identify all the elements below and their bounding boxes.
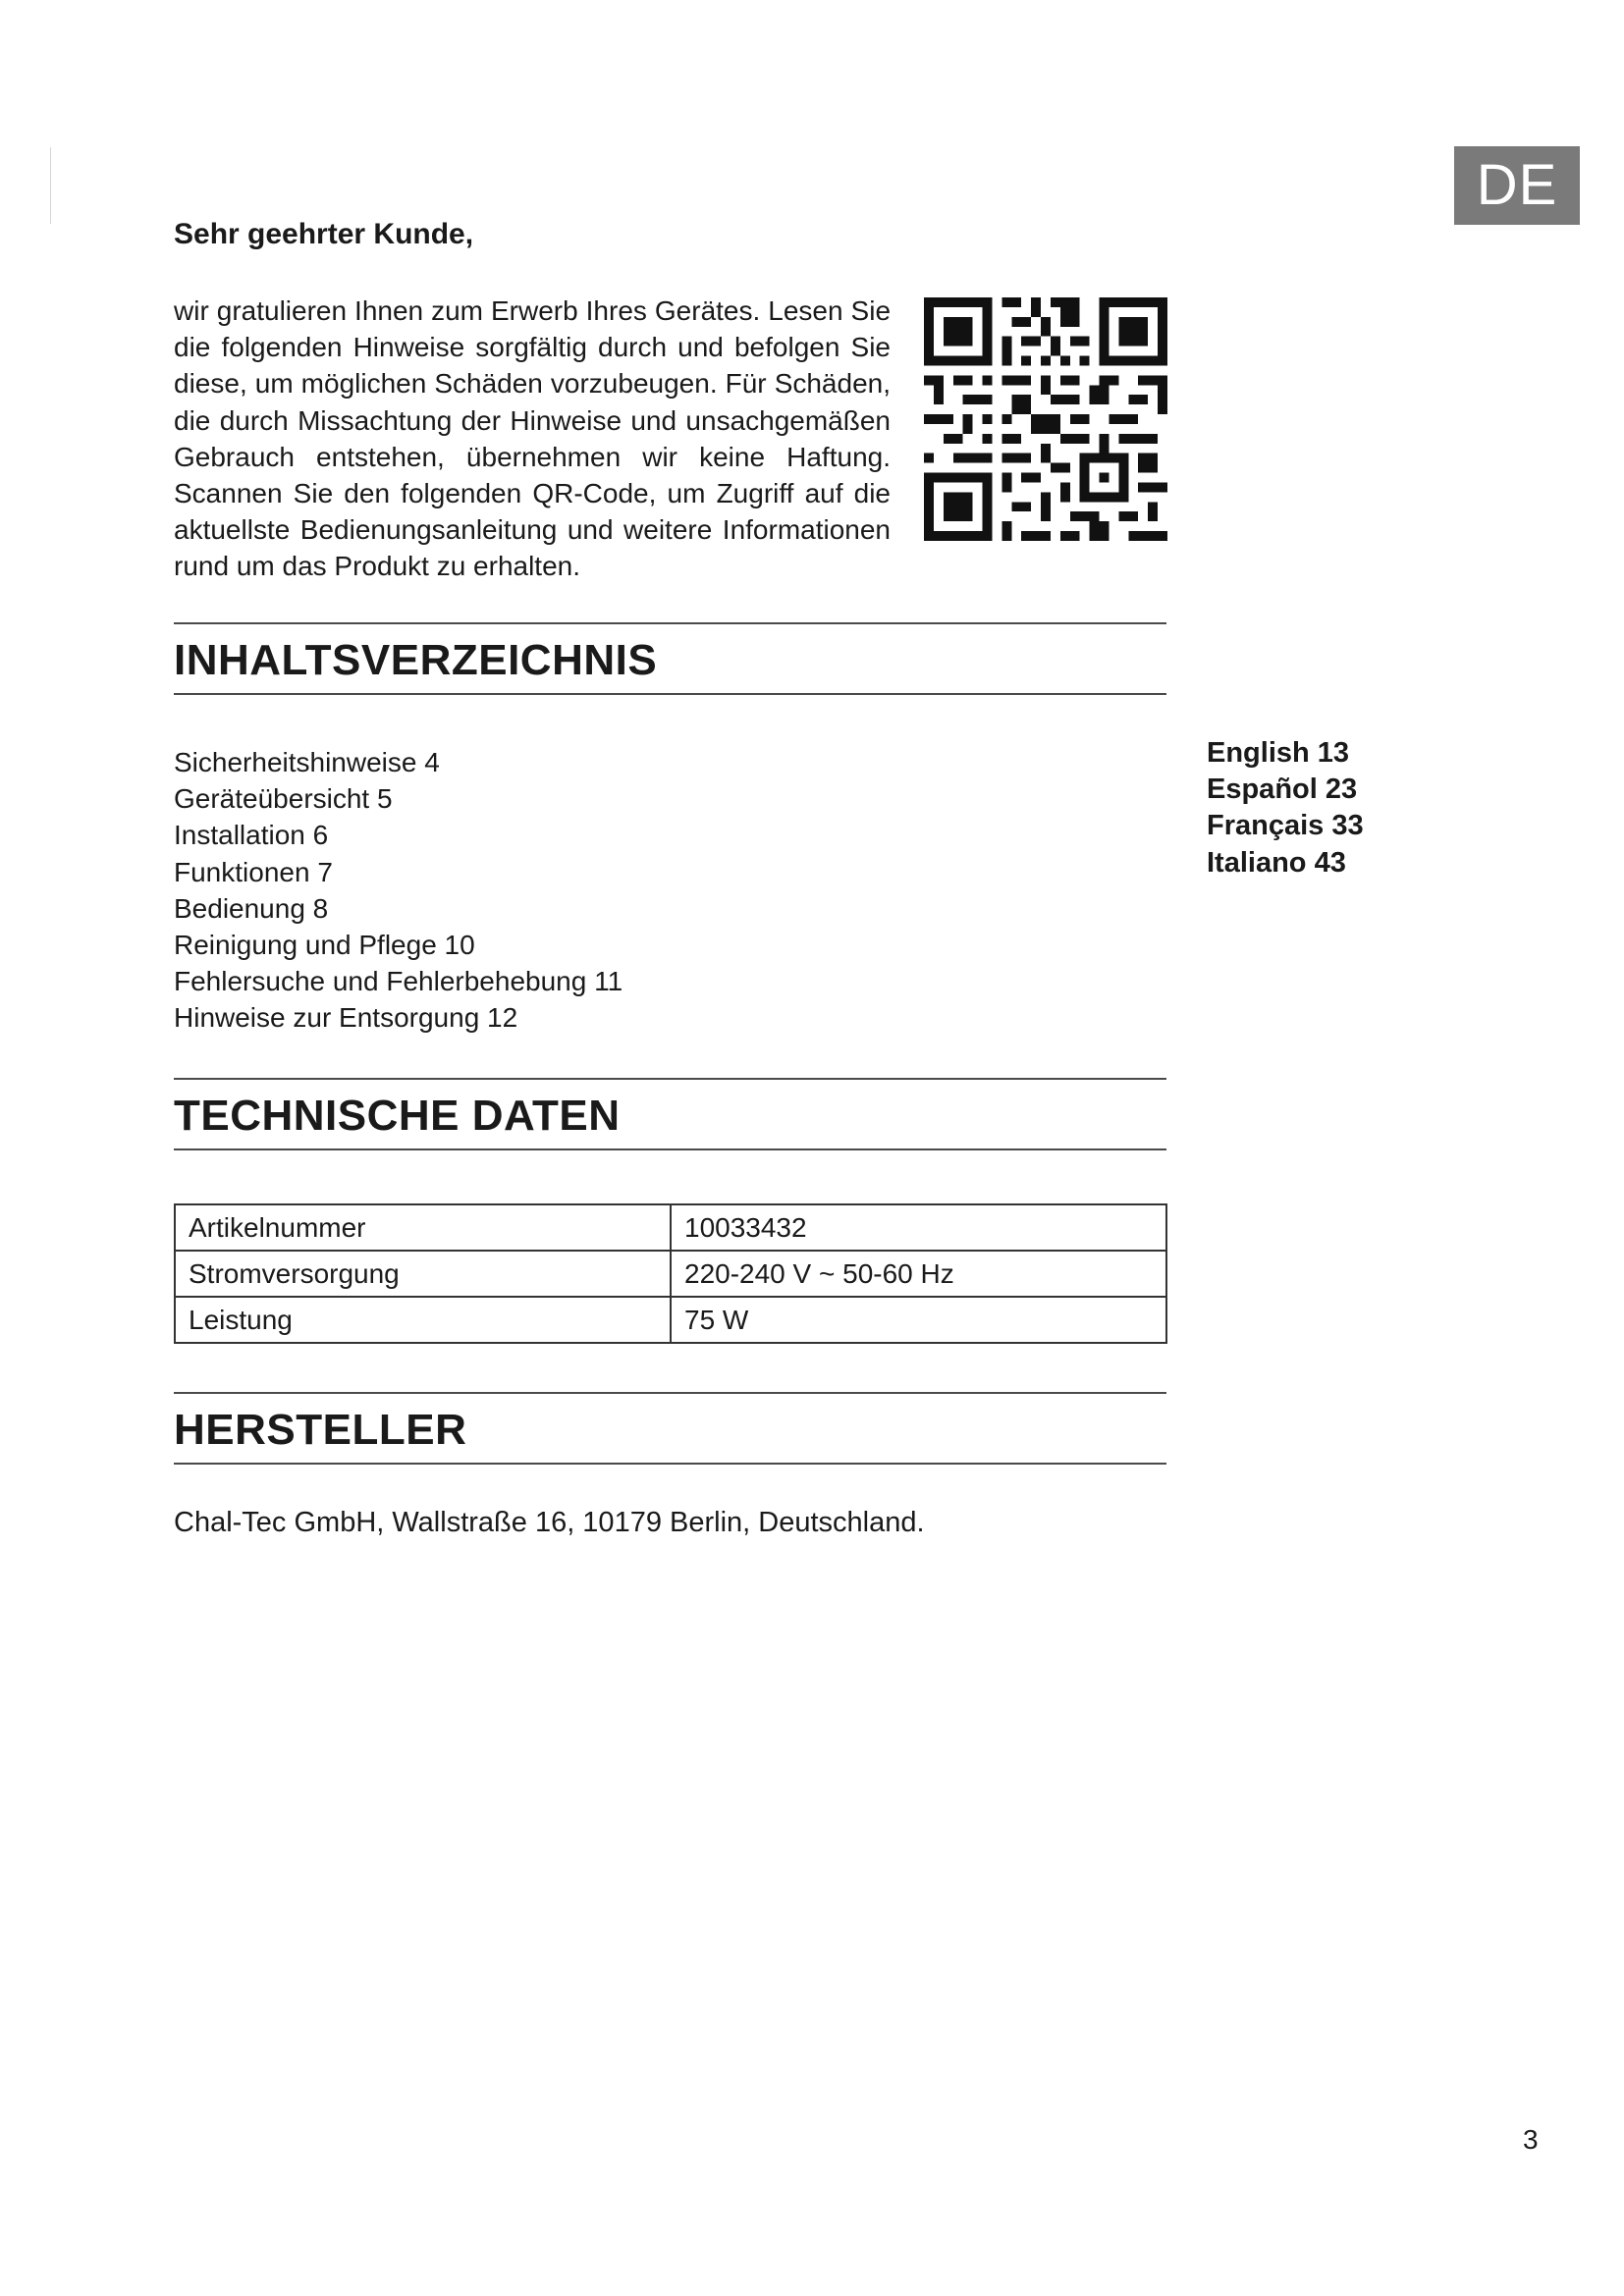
manufacturer-address: Chal-Tec GmbH, Wallstraße 16, 10179 Berlin, Deutschland. <box>174 1507 925 1538</box>
margin-marker <box>50 147 51 224</box>
language-index <box>1207 735 1364 881</box>
toc-item[interactable]: Reinigung und Pflege 10 <box>174 930 475 961</box>
language-tab: DE <box>1454 146 1580 225</box>
qr-code[interactable] <box>924 297 1167 541</box>
contents-heading: INHALTSVERZEICHNIS <box>174 636 658 684</box>
manufacturer-section-header <box>174 1392 1166 1465</box>
intro-line: wir gratulieren Ihnen zum Erwerb Ihres Gerätes. Lesen <box>174 295 843 326</box>
language-link[interactable]: Italiano 43 <box>1207 846 1346 879</box>
toc-item[interactable]: Installation 6 <box>174 820 329 851</box>
greeting: Sehr geehrter Kunde, <box>174 218 474 250</box>
table-row <box>175 1251 1166 1297</box>
toc-item[interactable]: Bedienung 8 <box>174 892 329 924</box>
intro-line: weitere Informationen rund um das Produkt zu erhalten. <box>174 514 892 582</box>
spec-label: Artikelnummer <box>175 1204 671 1251</box>
spec-value: 220-240 V ~ 50-60 Hz <box>671 1251 1166 1297</box>
intro-line: Schäden, die durch Missachtung der Hinweise und <box>174 368 892 436</box>
language-link[interactable]: English 13 <box>1207 737 1350 769</box>
toc-item[interactable]: Hinweise zur Entsorgung 12 <box>174 1002 518 1034</box>
language-link[interactable]: Français 33 <box>1207 810 1364 842</box>
toc-item[interactable]: Fehlersuche und Fehlerbehebung 11 <box>174 966 623 997</box>
contents-section-header <box>174 622 1166 695</box>
language-link[interactable]: Español 23 <box>1207 774 1358 806</box>
spec-label: Stromversorgung <box>175 1251 671 1297</box>
technical-data-section-header <box>174 1078 1166 1150</box>
toc-item[interactable]: Sicherheitshinweise 4 <box>174 747 440 777</box>
intro-line: Sie die folgenden Hinweise sorgfältig durch und befolgen <box>174 295 892 363</box>
manufacturer-heading: HERSTELLER <box>174 1406 467 1454</box>
intro-paragraph <box>174 293 891 585</box>
toc-item[interactable]: Geräteübersicht 5 <box>174 783 393 815</box>
toc-item[interactable]: Funktionen 7 <box>174 856 333 887</box>
technical-data-heading: TECHNISCHE DATEN <box>174 1092 621 1140</box>
spec-label: Leistung <box>175 1297 671 1343</box>
spec-value: 75 W <box>671 1297 1166 1343</box>
spec-value: 10033432 <box>671 1204 1166 1251</box>
table-of-contents <box>174 744 623 1037</box>
intro-line: Sie diese, um möglichen Schäden vorzubeugen. Für <box>174 332 891 400</box>
page-number: 3 <box>1523 2124 1539 2155</box>
technical-data-table <box>174 1203 1167 1344</box>
intro-line: unsachgemäßen Gebrauch entstehen, übernehmen wir <box>174 404 891 472</box>
intro-line: um Zugriff auf die aktuellste Bedienungsanleitung und <box>174 478 892 546</box>
table-row <box>175 1204 1166 1251</box>
intro-line: keine Haftung. Scannen Sie den folgenden QR-Code, <box>174 441 891 509</box>
table-row <box>175 1297 1166 1343</box>
